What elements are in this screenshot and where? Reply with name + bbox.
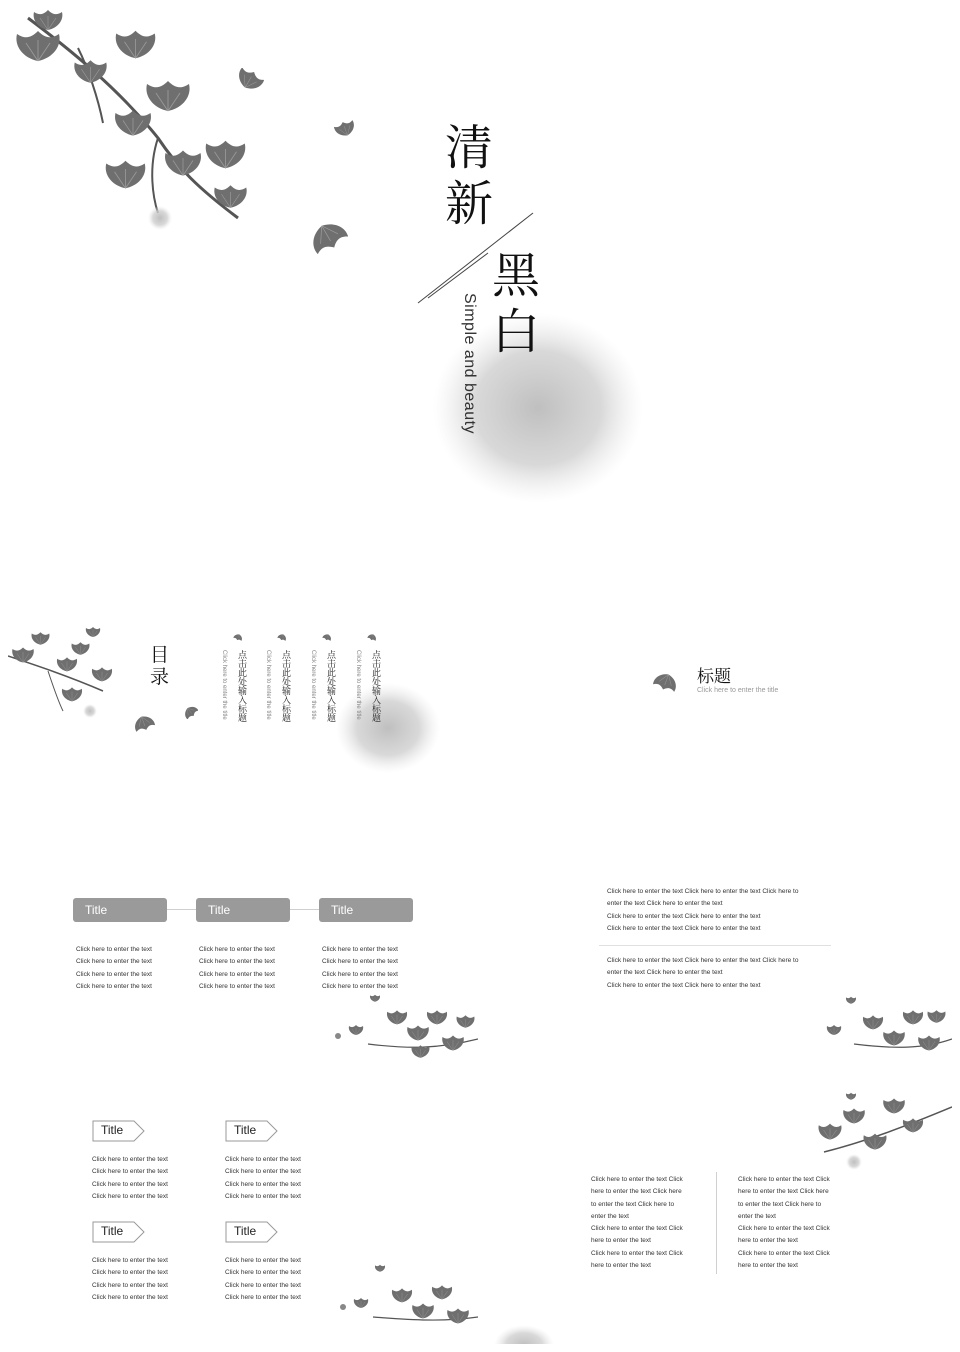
text-line: Click here to enter the text: [92, 1192, 168, 1200]
text-line: Click here to enter the text: [76, 958, 152, 966]
cover-title-line1: 清新: [445, 120, 494, 232]
ginkgo-branch-illustration: [328, 994, 478, 1076]
timeline-text: [199, 944, 309, 993]
text-line: Click here to enter the text: [322, 958, 398, 966]
cover-title-line2: 黑白: [492, 248, 541, 360]
text-line: Click here to enter the text: [322, 982, 398, 990]
timeline-title-bar: Title: [73, 898, 167, 922]
text-line: here to enter the text: [738, 1237, 798, 1245]
timeline-title-bar: Title: [196, 898, 290, 922]
ink-blot-decoration: [333, 681, 443, 776]
falling-leaf-icon: [298, 203, 348, 258]
toc-item-title[interactable]: 点击此处输入标题: [236, 650, 246, 722]
divider: [599, 945, 831, 946]
grid-slide: [8, 1092, 478, 1344]
text-line: here to enter the text Click here: [591, 1188, 682, 1196]
ginkgo-branch-illustration: [814, 994, 952, 1076]
toc-slide: [8, 576, 478, 841]
section-subtitle: Click here to enter the title: [697, 687, 779, 694]
text-line: Click here to enter the text: [92, 1168, 168, 1176]
falling-leaf-icon: [178, 699, 198, 719]
toc-item-title[interactable]: 点击此处输入标题: [325, 650, 335, 722]
text-line: here to enter the text Click here: [738, 1188, 829, 1196]
text-line: Click here to enter the text: [225, 1293, 301, 1301]
text-line: Click here to enter the text: [92, 1269, 168, 1277]
text-line: Click here to enter the text: [92, 1281, 168, 1289]
text-column-right: [738, 1174, 850, 1272]
text-line: Click here to enter the text Click here to enter the text: [607, 981, 761, 989]
text-line: Click here to enter the text: [199, 982, 275, 990]
text-line: Click here to enter the text: [199, 970, 275, 978]
column-divider: [716, 1172, 717, 1274]
text-line: Click here to enter the text Click here to enter the text: [607, 912, 761, 920]
grid-title-tag: [92, 1120, 144, 1140]
text-line: Click here to enter the text: [76, 946, 152, 953]
ginkgo-branch-illustration: [8, 8, 268, 238]
ink-blot-decoration: [484, 1317, 554, 1344]
text-line: Click here to enter the text Click here to enter the text Click here to: [607, 957, 799, 964]
text-line: enter the text: [591, 1212, 629, 1220]
text-line: Click here to enter the text: [199, 946, 275, 953]
text-line: enter the text Click here to enter the text: [607, 900, 723, 908]
text-line: here to enter the text: [591, 1237, 651, 1245]
ginkgo-branch-illustration: [333, 1262, 478, 1344]
text-line: Click here to enter the text Click: [738, 1176, 830, 1183]
text-line: Click here to enter the text: [225, 1257, 301, 1264]
text-line: Click here to enter the text: [225, 1168, 301, 1176]
text-line: Click here to enter the text: [92, 1180, 168, 1188]
toc-item-title[interactable]: 点击此处输入标题: [280, 650, 290, 722]
bullet-leaf-icon: [277, 628, 289, 640]
text-line: Click here to enter the text: [322, 946, 398, 953]
grid-title-label: Title: [101, 1123, 124, 1137]
section-title: 标题: [697, 667, 731, 687]
toc-item-title[interactable]: 点击此处输入标题: [370, 650, 380, 722]
text-line: Click here to enter the text: [199, 958, 275, 966]
timeline-text: [76, 944, 186, 993]
falling-leaf-icon: [333, 120, 361, 148]
text-line: Click here to enter the text Click: [591, 1176, 683, 1183]
cover-slide: [8, 8, 952, 568]
text-line: Click here to enter the text: [225, 1281, 301, 1289]
twocol-slide: [484, 1092, 952, 1344]
leaf-icon: [652, 660, 684, 692]
text-line: enter the text Click here to enter the text: [607, 969, 723, 977]
ginkgo-branch-illustration: [814, 1092, 952, 1177]
toc-heading: 目录: [150, 644, 170, 688]
textblock-slide: [484, 856, 952, 1076]
text-line: Click here to enter the text: [76, 970, 152, 978]
text-line: here to enter the text: [591, 1262, 651, 1270]
grid-title-label: Title: [234, 1224, 257, 1238]
text-line: Click here to enter the text: [92, 1293, 168, 1301]
bullet-leaf-icon: [322, 628, 334, 640]
text-line: Click here to enter the text Click: [738, 1249, 830, 1257]
text-paragraph-2: [607, 955, 837, 992]
text-line: Click here to enter the text: [225, 1269, 301, 1277]
grid-text: [225, 1255, 335, 1304]
text-line: Click here to enter the text Click: [591, 1249, 683, 1257]
timeline-title-bar: Title: [319, 898, 413, 922]
ginkgo-branch-illustration: [8, 626, 138, 726]
text-line: Click here to enter the text: [92, 1156, 168, 1163]
text-line: to enter the text Click here to: [591, 1200, 675, 1208]
toc-item-subtitle: Click here to enter the title: [355, 650, 361, 720]
grid-title-label: Title: [234, 1123, 257, 1137]
text-line: Click here to enter the text Click here to enter the text: [607, 924, 761, 932]
text-paragraph-1: [607, 886, 837, 935]
text-line: enter the text: [738, 1212, 776, 1220]
text-line: to enter the text Click here to: [738, 1200, 822, 1208]
text-line: Click here to enter the text: [225, 1192, 301, 1200]
falling-leaf-icon: [128, 704, 156, 732]
falling-leaf-icon: [228, 68, 264, 104]
cover-subtitle: Simple and beauty: [461, 293, 478, 435]
text-line: Click here to enter the text: [225, 1156, 301, 1163]
grid-title-tag: [225, 1221, 277, 1241]
text-line: Click here to enter the text: [76, 982, 152, 990]
grid-title-tag: [92, 1221, 144, 1241]
text-column-left: [591, 1174, 703, 1272]
section-slide: [484, 576, 952, 841]
timeline-text: [322, 944, 432, 993]
grid-title-tag: [225, 1120, 277, 1140]
text-line: Click here to enter the text Click: [738, 1225, 830, 1233]
grid-text: [92, 1154, 202, 1203]
text-line: Click here to enter the text: [92, 1257, 168, 1264]
bullet-leaf-icon: [367, 628, 379, 640]
text-line: Click here to enter the text: [225, 1180, 301, 1188]
text-line: Click here to enter the text Click here to enter the text Click here to: [607, 888, 799, 895]
text-line: Click here to enter the text Click: [591, 1225, 683, 1233]
text-line: Click here to enter the text: [322, 970, 398, 978]
text-line: here to enter the text: [738, 1262, 798, 1270]
bullet-leaf-icon: [233, 628, 245, 640]
toc-item-subtitle: Click here to enter the title: [265, 650, 271, 720]
toc-item-subtitle: Click here to enter the title: [310, 650, 316, 720]
grid-text: [225, 1154, 335, 1203]
timeline-slide: [8, 856, 478, 1076]
grid-text: [92, 1255, 202, 1304]
toc-item-subtitle: Click here to enter the title: [221, 650, 227, 720]
grid-title-label: Title: [101, 1224, 124, 1238]
